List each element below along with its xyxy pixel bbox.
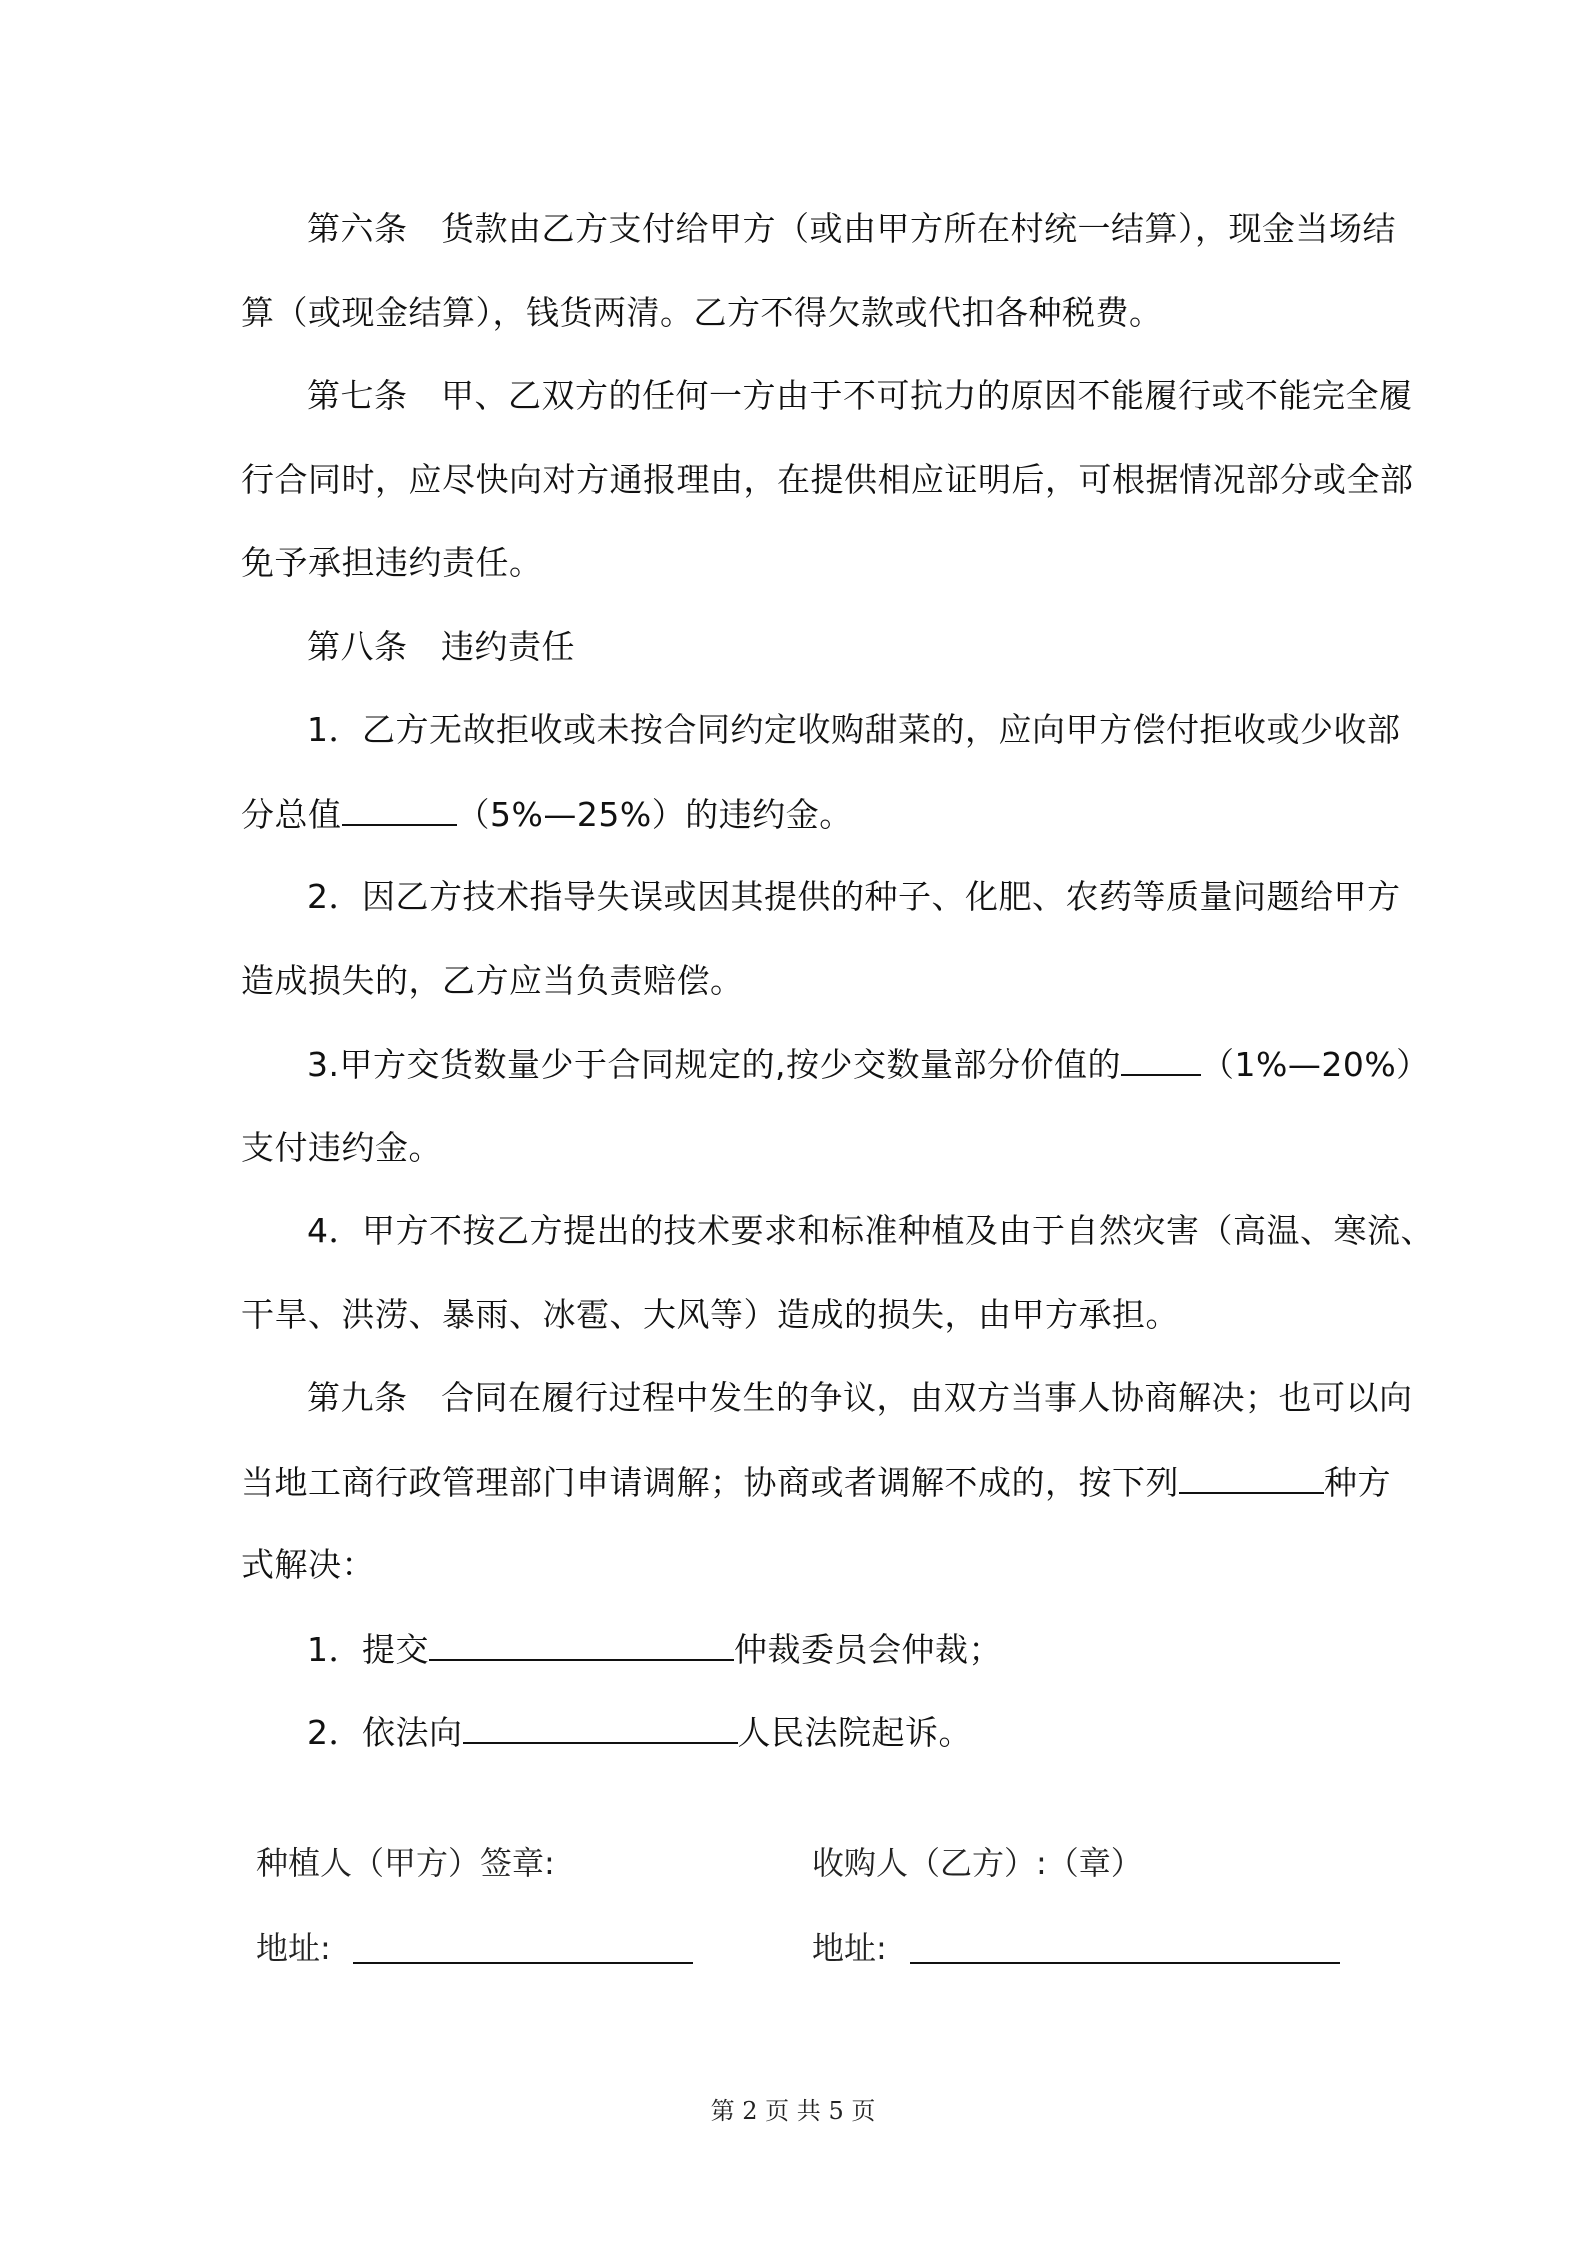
article8-item1-suffix: （5%—25%）的违约金。 xyxy=(456,795,853,834)
penalty-rate-blank-1 xyxy=(342,794,457,826)
party-b-signature-label: 收购人（乙方）:（章） xyxy=(812,1844,1143,1882)
article8-item3-prefix: 3.甲方交货数量少于合同规定的,按少交数量部分价值的 xyxy=(307,1045,1121,1084)
court-blank xyxy=(463,1712,738,1744)
article9-option2-prefix: 2．依法向 xyxy=(307,1713,463,1752)
article7-line2: 行合同时，应尽快向对方通报理由，在提供相应证明后，可根据情况部分或全部 xyxy=(241,460,1414,499)
article8-item2-line2: 造成损失的，乙方应当负责赔偿。 xyxy=(241,961,744,1000)
article8-item1-prefix: 分总值 xyxy=(241,795,342,834)
arbitration-committee-blank xyxy=(429,1629,734,1661)
page-number: 第 2 页 共 5 页 xyxy=(710,2097,876,2125)
article8-item1-line2 xyxy=(241,794,853,835)
article8-item1-line1: 1．乙方无故拒收或未按合同约定收购甜菜的，应向甲方偿付拒收或少收部 xyxy=(307,710,1401,749)
article6-line1: 第六条 货款由乙方支付给甲方（或由甲方所在村统一结算），现金当场结 xyxy=(307,209,1396,248)
party-a-address-line xyxy=(353,1962,693,1964)
article9-line3: 式解决： xyxy=(241,1545,375,1584)
article7-line1: 第七条 甲、乙双方的任何一方由于不可抗力的原因不能履行或不能完全履 xyxy=(307,376,1413,415)
penalty-rate-blank-2 xyxy=(1121,1044,1201,1076)
article9-option1-prefix: 1．提交 xyxy=(307,1630,429,1669)
article9-line1: 第九条 合同在履行过程中发生的争议，由双方当事人协商解决；也可以向 xyxy=(307,1378,1413,1417)
article9-option2-suffix: 人民法院起诉。 xyxy=(737,1713,972,1752)
party-b-address-label: 地址: xyxy=(812,1929,887,1967)
article9-line2-prefix: 当地工商行政管理部门申请调解；协商或者调解不成的，按下列 xyxy=(241,1463,1179,1502)
article8-heading: 第八条 违约责任 xyxy=(307,627,575,666)
article8-item4-line2: 干旱、洪涝、暴雨、冰雹、大风等）造成的损失，由甲方承担。 xyxy=(241,1295,1179,1334)
party-b-address-line xyxy=(910,1962,1340,1964)
article8-item3-line1 xyxy=(307,1044,1430,1085)
article9-line2 xyxy=(241,1462,1391,1503)
article9-option2 xyxy=(307,1712,972,1753)
method-count-blank xyxy=(1179,1462,1324,1494)
article8-item3-line2: 支付违约金。 xyxy=(241,1128,442,1167)
article9-option1-suffix: 仲裁委员会仲裁； xyxy=(734,1630,1002,1669)
article9-option1 xyxy=(307,1629,1002,1670)
party-a-signature-label: 种植人（甲方）签章: xyxy=(256,1844,555,1882)
party-a-address-label: 地址: xyxy=(256,1929,331,1967)
article8-item2-line1: 2．因乙方技术指导失误或因其提供的种子、化肥、农药等质量问题给甲方 xyxy=(307,877,1401,916)
article6-line2: 算（或现金结算），钱货两清。乙方不得欠款或代扣各种税费。 xyxy=(241,293,1163,332)
article9-line2-suffix: 种方 xyxy=(1324,1463,1391,1502)
article8-item3-suffix: （1%—20%） xyxy=(1200,1045,1430,1084)
article8-item4-line1: 4．甲方不按乙方提出的技术要求和标准种植及由于自然灾害（高温、寒流、 xyxy=(307,1211,1434,1250)
article7-line3: 免予承担违约责任。 xyxy=(241,543,543,582)
